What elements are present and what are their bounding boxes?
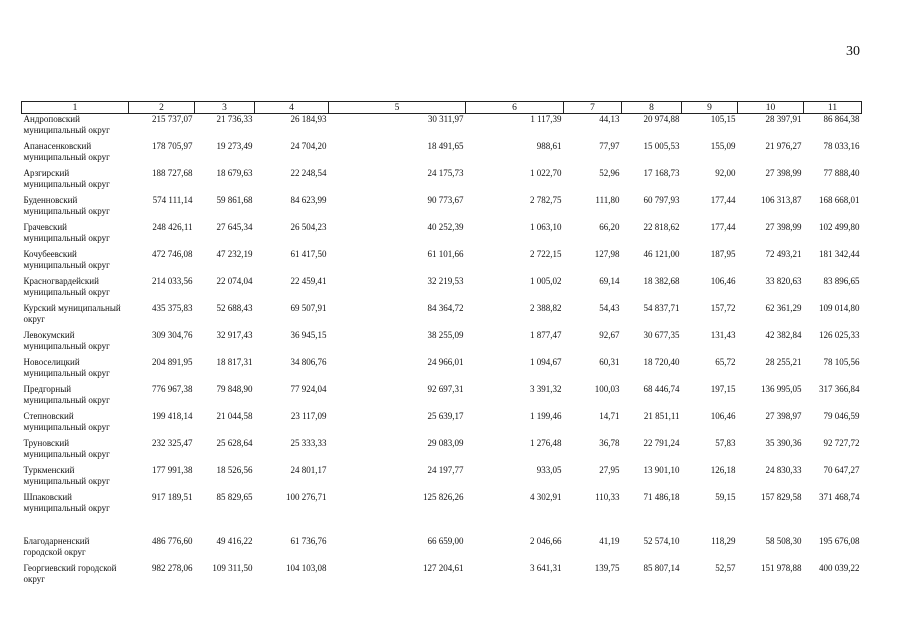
table-cell: 69,14 [599,275,620,286]
column-header: 2 [129,102,195,114]
table-row [22,141,862,168]
table-cell: 109 014,80 [819,302,860,313]
table-cell: 232 325,47 [152,437,193,448]
table-cell: 2 782,75 [530,194,562,205]
table-cell: 38 255,09 [427,329,464,340]
table-row [22,195,862,222]
header-row [22,102,862,114]
table-cell: 435 375,83 [152,302,193,313]
column-header: 9 [682,102,738,114]
table-row [22,438,862,465]
table-cell: 100,03 [594,383,620,394]
table-cell: 1 117,39 [530,114,562,124]
table-cell: 85 829,65 [216,491,253,502]
table-cell: 27 645,34 [216,221,253,232]
table-cell: 27 398,97 [765,410,802,421]
table-cell: 106,46 [710,275,736,286]
column-header: 5 [329,102,466,114]
column-header: 6 [466,102,564,114]
table-cell: 118,29 [711,535,736,546]
table-cell: 69 507,91 [290,302,327,313]
table-cell: 933,05 [536,464,562,475]
table-cell: 92,00 [715,167,736,178]
table-cell: 58 508,30 [765,535,802,546]
table-row [22,492,862,519]
table-row [22,536,862,563]
table-cell: 20 974,88 [643,114,680,124]
table-cell: 66 659,00 [427,535,464,546]
table-cell: 34 806,76 [290,356,327,367]
table-cell: 26 504,23 [290,221,327,232]
table-cell: 13 901,10 [643,464,680,475]
table-cell: 84 364,72 [427,302,464,313]
table-cell: 54,43 [599,302,620,313]
table-cell: 72 493,21 [765,248,802,259]
table-cell: 139,75 [594,562,620,573]
table-cell: 3 641,31 [530,562,562,573]
table-cell: 52,96 [599,167,620,178]
table-cell: 61 101,66 [427,248,464,259]
table-cell: 309 304,76 [152,329,193,340]
table-cell: 36,78 [599,437,620,448]
table-cell: 84 623,99 [290,194,327,205]
table-cell: 1 022,70 [530,167,562,178]
table-cell: 66,20 [599,221,620,232]
table-cell: 77,97 [599,140,620,151]
district-name: Буденновский муниципальный округ [23,194,110,216]
district-name: Георгиевский городской округ [23,562,117,584]
table-cell: 4 302,91 [530,491,562,502]
table-cell: 90 773,67 [427,194,464,205]
table-cell: 214 033,56 [152,275,193,286]
table-cell: 24 704,20 [290,140,327,151]
district-name: Туркменский муниципальный округ [23,464,110,486]
table-cell: 21 044,58 [216,410,253,421]
table-cell: 24 175,73 [427,167,464,178]
table-cell: 61 736,76 [290,535,327,546]
table-cell: 17 168,73 [643,167,680,178]
table-cell: 24 197,77 [427,464,464,475]
table-cell: 102 499,80 [819,221,860,232]
table-cell: 28 397,91 [765,114,802,124]
district-name: Кочубеевский муниципальный округ [23,248,110,270]
table-cell: 2 722,15 [530,248,562,259]
table-cell: 215 737,07 [152,114,193,124]
table-cell: 400 039,22 [819,562,860,573]
table-cell: 59,15 [715,491,736,502]
table-cell: 127,98 [594,248,620,259]
table-cell: 46 121,00 [643,248,680,259]
table-row [22,384,862,411]
column-header: 3 [195,102,255,114]
table-cell: 199 418,14 [152,410,193,421]
table-cell: 79 848,90 [216,383,253,394]
district-name: Предгорный муниципальный округ [23,383,110,405]
table-cell: 1 877,47 [530,329,562,340]
table-cell: 776 967,38 [152,383,193,394]
table-cell: 65,72 [715,356,736,367]
table-cell: 60,31 [599,356,620,367]
table-cell: 317 366,84 [819,383,860,394]
table-cell: 157 829,58 [761,491,802,502]
table-cell: 136 995,05 [761,383,802,394]
table-cell: 371 468,74 [819,491,860,502]
table-cell: 24 830,33 [765,464,802,475]
page-number: 30 [846,44,860,59]
table-cell: 111,80 [595,194,620,205]
table-cell: 26 184,93 [290,114,327,124]
table-cell: 181 342,44 [819,248,860,259]
table-cell: 28 255,21 [765,356,802,367]
table-cell: 24 966,01 [427,356,464,367]
table-row [22,411,862,438]
table-cell: 33 820,63 [765,275,802,286]
table-cell: 3 391,32 [530,383,562,394]
table-cell: 18 817,31 [216,356,253,367]
table-cell: 126,18 [710,464,736,475]
table-cell: 106,46 [710,410,736,421]
row-spacer [22,519,862,536]
table-cell: 25 628,64 [216,437,253,448]
table-cell: 77 924,04 [290,383,327,394]
district-name: Арзгирский муниципальный округ [23,167,110,189]
district-name: Левокумский муниципальный округ [23,329,110,351]
table-cell: 35 390,36 [765,437,802,448]
table-cell: 41,19 [599,535,620,546]
column-header: 4 [255,102,329,114]
table-cell: 2 046,66 [530,535,562,546]
column-header: 11 [804,102,862,114]
table-cell: 155,09 [710,140,736,151]
table-cell: 62 361,29 [765,302,802,313]
table-cell: 126 025,33 [819,329,860,340]
table-row [22,276,862,303]
table-cell: 1 276,48 [530,437,562,448]
table-cell: 177 991,38 [152,464,193,475]
table-cell: 204 891,95 [152,356,193,367]
table-row [22,168,862,195]
table-cell: 127 204,61 [423,562,464,573]
table-cell: 25 333,33 [290,437,327,448]
table-cell: 85 807,14 [643,562,680,573]
table-cell: 195 676,08 [819,535,860,546]
table-cell: 92,67 [599,329,620,340]
table-cell: 18 382,68 [643,275,680,286]
table-cell: 78 033,16 [823,140,860,151]
table-cell: 18 720,40 [643,356,680,367]
table-row [22,222,862,249]
district-name: Степновский муниципальный округ [23,410,110,432]
table-cell: 22 074,04 [216,275,253,286]
column-header: 1 [22,102,129,114]
table-cell: 22 818,62 [643,221,680,232]
table-cell: 52 574,10 [643,535,680,546]
table-cell: 151 978,88 [761,562,802,573]
table-cell: 36 945,15 [290,329,327,340]
district-name: Курский муниципальный округ [23,302,121,324]
table-row [22,465,862,492]
table-row [22,114,862,141]
table-row [22,330,862,357]
table-cell: 57,83 [715,437,736,448]
table-cell: 187,95 [710,248,736,259]
district-name: Грачевский муниципальный округ [23,221,110,243]
table-cell: 2 388,82 [530,302,562,313]
table-cell: 79 046,59 [823,410,860,421]
table-cell: 472 746,08 [152,248,193,259]
column-header: 10 [738,102,804,114]
table-cell: 32 917,43 [216,329,253,340]
table-cell: 60 797,93 [643,194,680,205]
table-cell: 83 896,65 [823,275,860,286]
data-table [21,101,862,590]
table-cell: 19 273,49 [216,140,253,151]
table-cell: 44,13 [599,114,620,124]
table-cell: 77 888,40 [823,167,860,178]
table-cell: 178 705,97 [152,140,193,151]
table-cell: 131,43 [710,329,736,340]
table-cell: 982 278,06 [152,562,193,573]
table-cell: 30 311,97 [427,114,464,124]
table-cell: 1 063,10 [530,221,562,232]
table-cell: 177,44 [710,221,736,232]
table-cell: 105,15 [710,114,736,124]
table-cell: 27,95 [599,464,620,475]
table-cell: 188 727,68 [152,167,193,178]
table-row [22,303,862,330]
table-cell: 29 083,09 [427,437,464,448]
table-cell: 61 417,50 [290,248,327,259]
table-cell: 22 791,24 [643,437,680,448]
table-cell: 92 727,72 [823,437,860,448]
table-cell: 917 189,51 [152,491,193,502]
district-name: Новоселицкий муниципальный округ [23,356,110,378]
table-cell: 54 837,71 [643,302,680,313]
table-cell: 177,44 [710,194,736,205]
district-name: Красногвардейский муниципальный округ [23,275,110,297]
table-cell: 92 697,31 [427,383,464,394]
table-cell: 157,72 [710,302,736,313]
column-header: 7 [564,102,622,114]
table-cell: 21 736,33 [216,114,253,124]
table-cell: 32 219,53 [427,275,464,286]
table-cell: 1 005,02 [530,275,562,286]
table-row [22,357,862,384]
table-cell: 574 111,14 [152,194,193,205]
district-name: Благодарненский городской округ [23,535,90,557]
table-cell: 47 232,19 [216,248,253,259]
table-cell: 27 398,99 [765,167,802,178]
table-cell: 78 105,56 [823,356,860,367]
table-cell: 248 426,11 [152,221,193,232]
table-cell: 168 668,01 [819,194,860,205]
table-cell: 18 679,63 [216,167,253,178]
table-cell: 988,61 [536,140,562,151]
table-cell: 106 313,87 [761,194,802,205]
table-cell: 22 248,54 [290,167,327,178]
table-cell: 42 382,84 [765,329,802,340]
table-cell: 68 446,74 [643,383,680,394]
table-cell: 59 861,68 [216,194,253,205]
table-cell: 86 864,38 [823,114,860,124]
table-cell: 49 416,22 [216,535,253,546]
column-header: 8 [622,102,682,114]
table-cell: 125 826,26 [423,491,464,502]
table-cell: 22 459,41 [290,275,327,286]
district-name: Труновский муниципальный округ [23,437,110,459]
table-cell: 30 677,35 [643,329,680,340]
table-cell: 110,33 [595,491,620,502]
table-cell: 25 639,17 [427,410,464,421]
table-cell: 197,15 [710,383,736,394]
table-cell: 104 103,08 [286,562,327,573]
table-cell: 15 005,53 [643,140,680,151]
table-cell: 1 199,46 [530,410,562,421]
table-cell: 18 491,65 [427,140,464,151]
district-name: Андроповский муниципальный округ [23,114,110,135]
table-cell: 40 252,39 [427,221,464,232]
table-cell: 27 398,99 [765,221,802,232]
table-cell: 14,71 [599,410,620,421]
table-cell: 109 311,50 [212,562,253,573]
table-cell: 23 117,09 [290,410,327,421]
table-cell: 1 094,67 [530,356,562,367]
table-cell: 24 801,17 [290,464,327,475]
district-name: Шпаковский муниципальный округ [23,491,110,513]
table-row [22,249,862,276]
spacer-cell [22,519,862,536]
district-name: Апанасенковский муниципальный округ [23,140,110,162]
table-cell: 71 486,18 [643,491,680,502]
table-cell: 21 851,11 [643,410,680,421]
table-cell: 100 276,71 [286,491,327,502]
table-cell: 70 647,27 [823,464,860,475]
table-cell: 18 526,56 [216,464,253,475]
table-cell: 486 776,60 [152,535,193,546]
table-row [22,563,862,590]
table-cell: 21 976,27 [765,140,802,151]
table-cell: 52 688,43 [216,302,253,313]
table-cell: 52,57 [715,562,736,573]
